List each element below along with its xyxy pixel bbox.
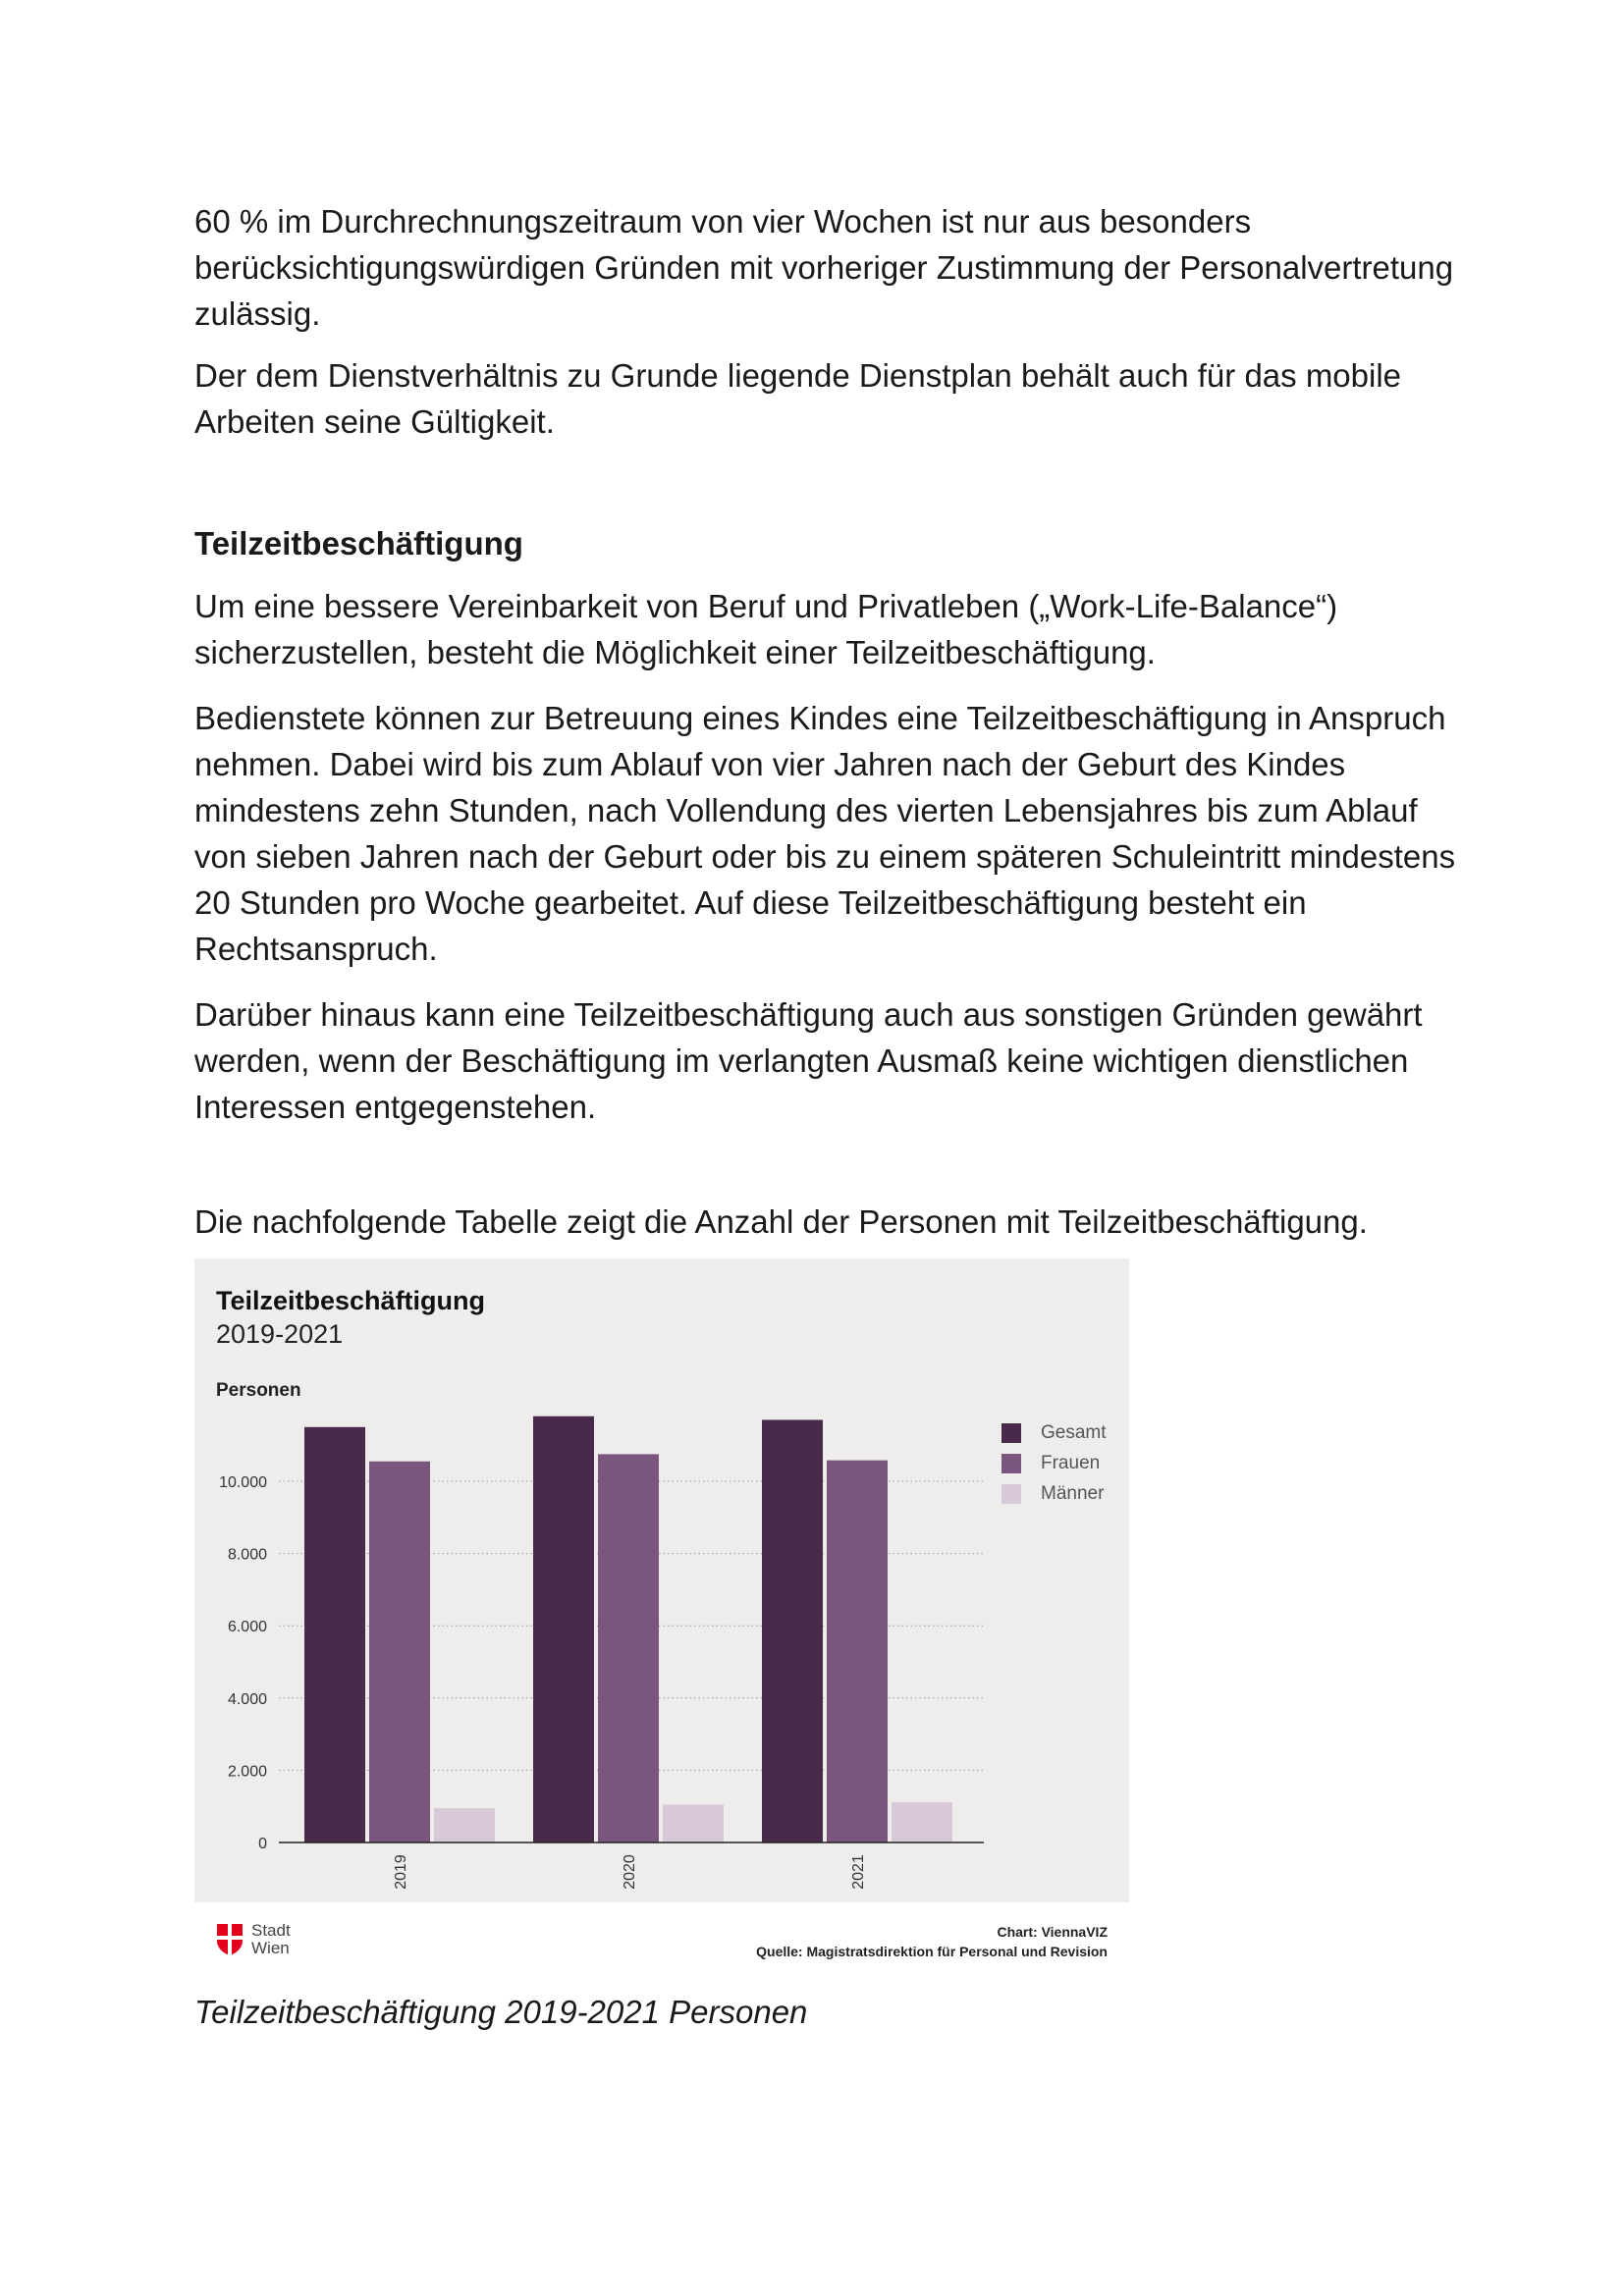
y-tick-label: 6.000 — [227, 1619, 267, 1636]
bar-gesamt-2020 — [533, 1416, 594, 1842]
y-tick-label: 2.000 — [227, 1763, 267, 1781]
section-heading: Teilzeitbeschäftigung — [194, 525, 523, 561]
x-tick-label: 2020 — [622, 1854, 638, 1890]
chart-source: Quelle: Magistratsdirektion für Personal und Revision — [756, 1944, 1108, 1959]
legend-label: Männer — [1041, 1482, 1105, 1504]
chart-panel — [194, 1258, 1129, 1902]
legend-label: Frauen — [1041, 1452, 1101, 1473]
y-tick-label: 4.000 — [227, 1690, 267, 1708]
bar-chart — [194, 1258, 1129, 1902]
legend-item — [1001, 1448, 1107, 1478]
paragraph-2: Der dem Dienstverhältnis zu Grunde liegende Dienstplan behält auch für das mobile Arbeiten seine Gültigkeit. — [194, 357, 1402, 440]
chart-credit: Chart: ViennaVIZ — [997, 1924, 1108, 1940]
legend-label: Gesamt — [1041, 1421, 1107, 1443]
bar-gesamt-2019 — [304, 1427, 365, 1842]
bar-maenner-2019 — [434, 1808, 495, 1842]
legend-swatch — [1001, 1423, 1021, 1443]
y-tick-label: 0 — [258, 1836, 267, 1852]
y-tick-label: 8.000 — [227, 1546, 267, 1564]
paragraph-1: 60 % im Durchrechnungszeitraum von vier Wochen ist nur aus besonders berücksichtigungswürdigen Gründen mit vorheriger Zustimmung der Personalvertretung zulässig. — [194, 203, 1454, 332]
legend-item — [1001, 1478, 1107, 1509]
chart-legend — [1001, 1417, 1107, 1509]
paragraph-5: Darüber hinaus kann eine Teilzeitbeschäftigung auch aus sonstigen Gründen gewährt werden, wenn der Beschäftigung im verlangten Ausmaß keine wichtigen dienstlichen Interessen entgegenstehen. — [194, 996, 1423, 1125]
chart-title: Teilzeitbeschäftigung — [216, 1286, 486, 1315]
bar-gesamt-2021 — [762, 1419, 823, 1842]
chart-subtitle: 2019-2021 — [216, 1319, 344, 1349]
chart-footer — [194, 1918, 1129, 1967]
legend-swatch — [1001, 1454, 1021, 1473]
figure-caption: Teilzeitbeschäftigung 2019-2021 Personen — [194, 1994, 808, 2030]
x-tick-label: 2019 — [393, 1854, 409, 1890]
bar-frauen-2021 — [827, 1461, 888, 1842]
x-tick-label: 2021 — [850, 1854, 867, 1890]
bar-maenner-2020 — [663, 1804, 724, 1842]
y-axis-label: Personen — [216, 1380, 301, 1401]
legend-item — [1001, 1417, 1107, 1448]
paragraph-4: Bedienstete können zur Betreuung eines Kindes eine Teilzeitbeschäftigung in Anspruch nehmen. Dabei wird bis zum Ablauf von vier Jahren nach der Geburt des Kindes mindestens zehn Stunden, nach Vollendung des vierten Lebensjahres bis zum Ablauf von sieben Jahren nach der Geburt oder bis zu einem späteren Schuleintritt mindestens 20 Stunden pro Woche gearbeitet. Auf diese Teilzeitbeschäftigung besteht ein Rechtsanspruch. — [194, 700, 1456, 967]
legend-swatch — [1001, 1484, 1021, 1504]
bar-frauen-2020 — [598, 1454, 659, 1842]
logo-line-2: Wien — [251, 1939, 290, 1957]
wien-shield-icon — [216, 1923, 244, 1956]
paragraph-6: Die nachfolgende Tabelle zeigt die Anzahl der Personen mit Teilzeitbeschäftigung. — [194, 1203, 1368, 1240]
paragraph-3: Um eine bessere Vereinbarkeit von Beruf und Privatleben („Work-Life-Balance“) sicherzustellen, besteht die Möglichkeit einer Teilzeitbeschäftigung. — [194, 588, 1338, 670]
bar-maenner-2021 — [892, 1802, 952, 1842]
y-tick-label: 10.000 — [219, 1474, 267, 1491]
bar-frauen-2019 — [369, 1462, 430, 1842]
stadt-wien-logo — [216, 1922, 291, 1957]
logo-line-1: Stadt — [251, 1921, 291, 1940]
